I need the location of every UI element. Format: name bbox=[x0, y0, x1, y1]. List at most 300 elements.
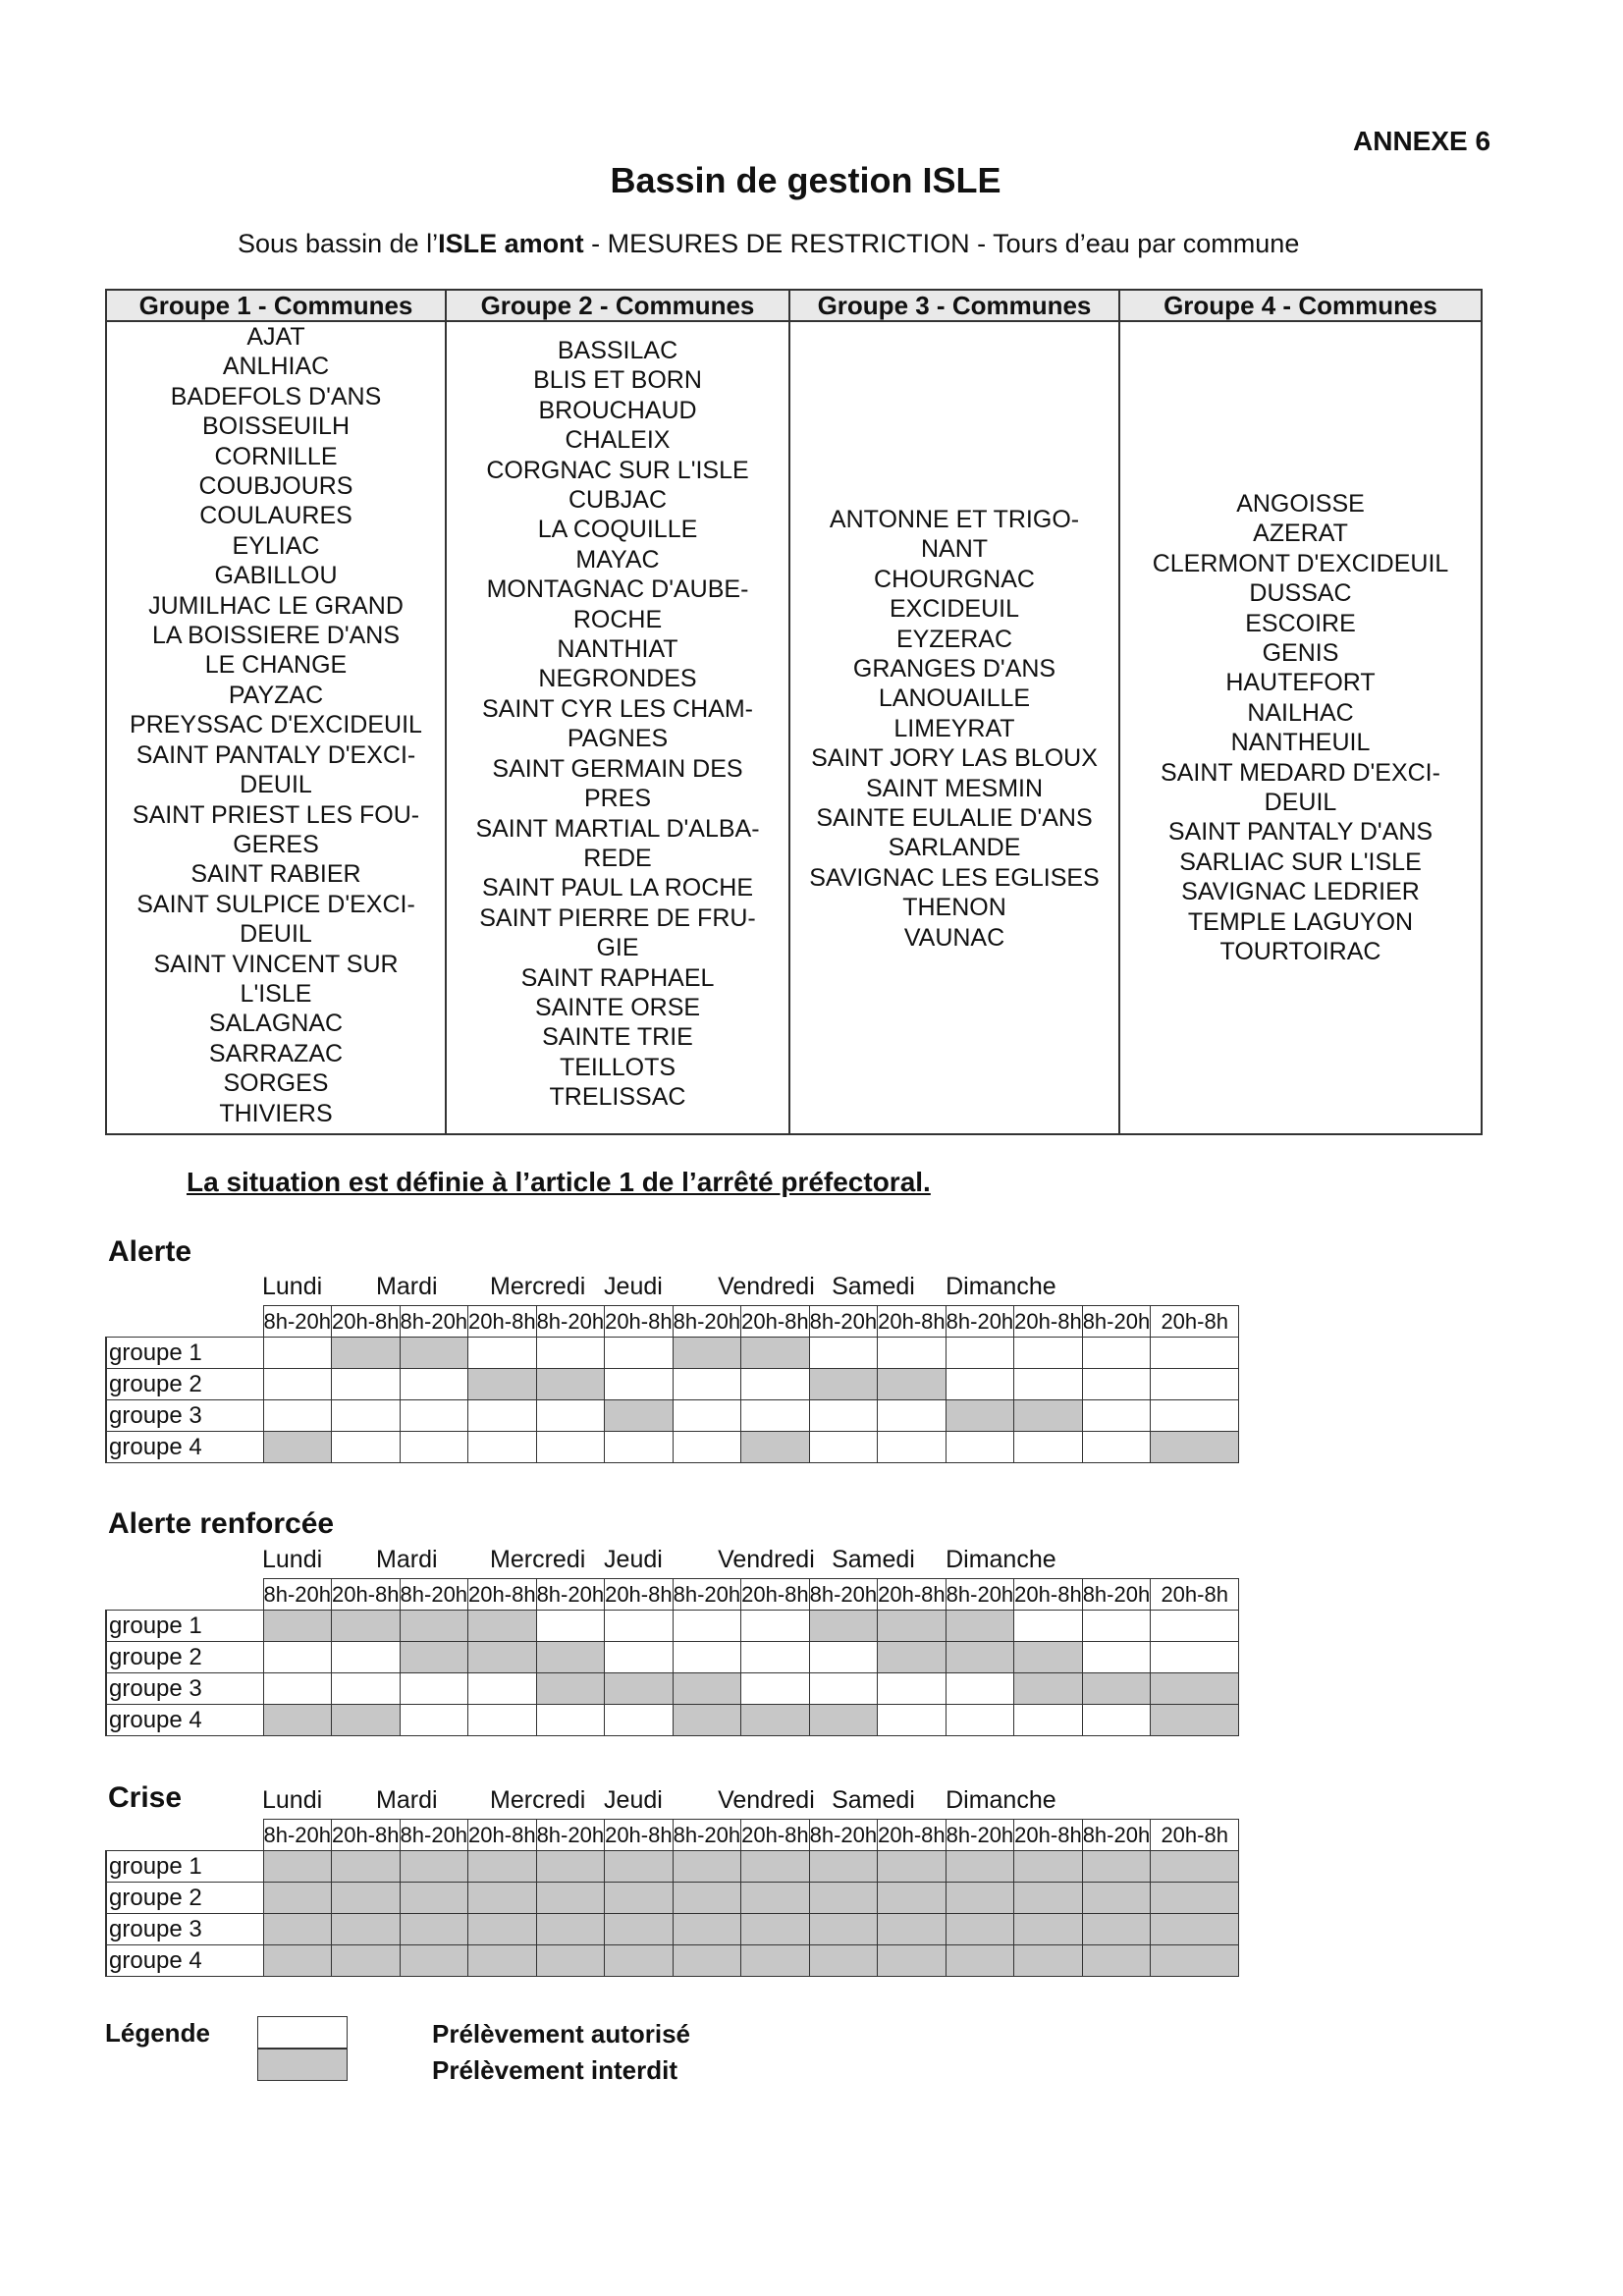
commune-line: REDE bbox=[583, 844, 652, 872]
slot-forbidden bbox=[400, 1338, 468, 1369]
communes-header-group-4: Groupe 4 - Communes bbox=[1120, 291, 1481, 322]
legend-title: Légende bbox=[105, 2018, 210, 2048]
slot-authorized bbox=[1014, 1705, 1083, 1736]
legend-swatch-authorized bbox=[257, 2016, 348, 2049]
slot-authorized bbox=[741, 1369, 810, 1400]
slot-forbidden bbox=[263, 1945, 332, 1977]
slot-header: 20h-8h bbox=[605, 1306, 674, 1338]
commune-line: SAINTE ORSE bbox=[534, 993, 701, 1021]
slot-header: 8h-20h bbox=[946, 1306, 1014, 1338]
slot-forbidden bbox=[400, 1883, 468, 1914]
slot-forbidden bbox=[878, 1642, 947, 1673]
slot-forbidden bbox=[536, 1369, 605, 1400]
slot-forbidden bbox=[468, 1914, 537, 1945]
commune-line: SAINT PRIEST LES FOU- bbox=[132, 800, 420, 829]
slot-authorized bbox=[1082, 1432, 1151, 1463]
slot-header: 20h-8h bbox=[878, 1820, 947, 1851]
commune-line: SAINT SULPICE D'EXCI- bbox=[136, 890, 415, 918]
group-label: groupe 4 bbox=[106, 1432, 263, 1463]
commune-line: MONTAGNAC D'AUBE- bbox=[486, 575, 749, 604]
slot-forbidden bbox=[263, 1432, 332, 1463]
slot-forbidden bbox=[946, 1883, 1014, 1914]
slot-header: 20h-8h bbox=[741, 1820, 810, 1851]
slot-header: 8h-20h bbox=[673, 1579, 741, 1611]
commune-line: THENON bbox=[902, 894, 1006, 922]
slot-forbidden bbox=[1151, 1851, 1239, 1883]
slot-authorized bbox=[468, 1705, 537, 1736]
slot-header: 8h-20h bbox=[536, 1306, 605, 1338]
slot-forbidden bbox=[468, 1611, 537, 1642]
commune-line: GABILLOU bbox=[214, 562, 338, 590]
commune-line: LA BOISSIERE D'ANS bbox=[151, 622, 401, 650]
slot-forbidden bbox=[605, 1883, 674, 1914]
commune-line: SAINT PANTALY D'ANS bbox=[1167, 818, 1434, 847]
slot-authorized bbox=[332, 1400, 401, 1432]
slot-forbidden bbox=[536, 1673, 605, 1705]
commune-line: BOISSEUILH bbox=[201, 412, 351, 441]
slot-authorized bbox=[536, 1432, 605, 1463]
slot-forbidden bbox=[673, 1883, 741, 1914]
slot-header: 20h-8h bbox=[741, 1579, 810, 1611]
schedule-row bbox=[106, 1432, 1239, 1463]
slot-forbidden bbox=[332, 1338, 401, 1369]
blank-cell bbox=[106, 1820, 263, 1851]
commune-line: SAVIGNAC LES EGLISES bbox=[809, 863, 1100, 892]
commune-line: AZERAT bbox=[1253, 519, 1348, 548]
slot-forbidden bbox=[263, 1914, 332, 1945]
commune-line: L'ISLE bbox=[240, 979, 312, 1008]
day-row-alerte bbox=[0, 1273, 1623, 1302]
slot-forbidden bbox=[741, 1883, 810, 1914]
commune-line: SAINTE EULALIE D'ANS bbox=[816, 804, 1093, 833]
slot-authorized bbox=[400, 1400, 468, 1432]
commune-line: GIE bbox=[596, 934, 639, 962]
group-label: groupe 2 bbox=[106, 1642, 263, 1673]
slot-authorized bbox=[332, 1673, 401, 1705]
slot-header: 8h-20h bbox=[809, 1579, 878, 1611]
slot-authorized bbox=[809, 1673, 878, 1705]
slot-forbidden bbox=[946, 1851, 1014, 1883]
slot-header: 20h-8h bbox=[741, 1306, 810, 1338]
slot-authorized bbox=[1151, 1369, 1239, 1400]
commune-line: SAINT MEDARD D'EXCI- bbox=[1161, 758, 1440, 787]
day-label: Jeudi bbox=[604, 1273, 663, 1300]
slot-authorized bbox=[400, 1432, 468, 1463]
commune-line: SAINTE TRIE bbox=[542, 1023, 693, 1052]
slot-forbidden bbox=[878, 1945, 947, 1977]
group-label: groupe 1 bbox=[106, 1611, 263, 1642]
slot-forbidden bbox=[400, 1642, 468, 1673]
slot-forbidden bbox=[1014, 1851, 1083, 1883]
slot-forbidden bbox=[1082, 1945, 1151, 1977]
slot-forbidden bbox=[809, 1914, 878, 1945]
commune-line: COUBJOURS bbox=[198, 472, 353, 501]
commune-line: SAINT VINCENT SUR bbox=[153, 950, 399, 978]
slot-authorized bbox=[878, 1432, 947, 1463]
commune-line: SAINT MESMIN bbox=[865, 774, 1044, 802]
schedule-row bbox=[106, 1338, 1239, 1369]
schedule-row bbox=[106, 1673, 1239, 1705]
commune-line: HAUTEFORT bbox=[1225, 669, 1376, 697]
commune-line: THIVIERS bbox=[219, 1099, 333, 1127]
commune-line: SAVIGNAC LEDRIER bbox=[1181, 878, 1420, 906]
slot-header: 20h-8h bbox=[605, 1820, 674, 1851]
slot-forbidden bbox=[1014, 1914, 1083, 1945]
commune-line: TOURTOIRAC bbox=[1219, 938, 1381, 966]
commune-line: EYZERAC bbox=[895, 625, 1013, 653]
schedule-title-crise: Crise bbox=[108, 1781, 183, 1814]
slot-forbidden bbox=[332, 1851, 401, 1883]
slot-forbidden bbox=[468, 1851, 537, 1883]
commune-line: NEGRONDES bbox=[538, 665, 697, 693]
page-subtitle bbox=[238, 229, 1299, 259]
communes-list-group-2 bbox=[447, 322, 788, 1113]
slot-forbidden bbox=[741, 1338, 810, 1369]
communes-header-group-3: Groupe 3 - Communes bbox=[790, 291, 1118, 322]
commune-line: BASSILAC bbox=[557, 337, 678, 364]
slot-forbidden bbox=[1151, 1914, 1239, 1945]
day-label: Samedi bbox=[832, 1786, 915, 1814]
slot-authorized bbox=[400, 1673, 468, 1705]
slot-forbidden bbox=[809, 1945, 878, 1977]
slot-header: 20h-8h bbox=[1014, 1579, 1083, 1611]
commune-line: BROUCHAUD bbox=[538, 396, 697, 424]
communes-list-group-1 bbox=[107, 322, 445, 1128]
slot-authorized bbox=[1082, 1705, 1151, 1736]
slot-authorized bbox=[809, 1338, 878, 1369]
slot-forbidden bbox=[741, 1914, 810, 1945]
slot-header: 8h-20h bbox=[400, 1820, 468, 1851]
commune-line: ROCHE bbox=[572, 605, 663, 633]
schedule-row bbox=[106, 1945, 1239, 1977]
slot-forbidden bbox=[809, 1705, 878, 1736]
slot-header: 8h-20h bbox=[400, 1306, 468, 1338]
slot-authorized bbox=[878, 1338, 947, 1369]
slot-authorized bbox=[332, 1369, 401, 1400]
commune-line: SARLIAC SUR L'ISLE bbox=[1179, 847, 1422, 876]
commune-line: LIMEYRAT bbox=[893, 714, 1015, 742]
slot-forbidden bbox=[400, 1914, 468, 1945]
slot-forbidden bbox=[400, 1945, 468, 1977]
day-label: Mardi bbox=[376, 1786, 438, 1814]
slot-authorized bbox=[332, 1432, 401, 1463]
commune-line: PRES bbox=[583, 785, 652, 813]
commune-line: SARRAZAC bbox=[208, 1039, 344, 1067]
day-label: Mercredi bbox=[490, 1546, 586, 1573]
day-label: Jeudi bbox=[604, 1786, 663, 1814]
slot-authorized bbox=[1014, 1369, 1083, 1400]
group-label: groupe 2 bbox=[106, 1883, 263, 1914]
slot-forbidden bbox=[332, 1914, 401, 1945]
day-label: Mercredi bbox=[490, 1273, 586, 1300]
slot-authorized bbox=[741, 1673, 810, 1705]
slot-authorized bbox=[741, 1611, 810, 1642]
slot-header: 8h-20h bbox=[536, 1820, 605, 1851]
day-label: Vendredi bbox=[718, 1786, 815, 1814]
slot-header: 20h-8h bbox=[332, 1306, 401, 1338]
commune-line: DUSSAC bbox=[1249, 579, 1352, 608]
slot-authorized bbox=[1082, 1611, 1151, 1642]
slot-forbidden bbox=[536, 1914, 605, 1945]
slot-authorized bbox=[1151, 1611, 1239, 1642]
commune-line: SAINT PANTALY D'EXCI- bbox=[135, 740, 416, 769]
slot-authorized bbox=[605, 1338, 674, 1369]
group-label: groupe 4 bbox=[106, 1705, 263, 1736]
blank-cell bbox=[106, 1306, 263, 1338]
slot-forbidden bbox=[332, 1883, 401, 1914]
slot-authorized bbox=[809, 1642, 878, 1673]
day-label: Jeudi bbox=[604, 1546, 663, 1573]
slot-forbidden bbox=[400, 1851, 468, 1883]
commune-line: CHALEIX bbox=[565, 426, 671, 455]
slot-authorized bbox=[468, 1673, 537, 1705]
slot-forbidden bbox=[809, 1883, 878, 1914]
communes-column-group-2 bbox=[447, 291, 790, 1133]
commune-line: SORGES bbox=[223, 1069, 329, 1098]
schedule-row bbox=[106, 1400, 1239, 1432]
schedule-title-alerte: Alerte bbox=[108, 1235, 192, 1268]
slot-forbidden bbox=[741, 1851, 810, 1883]
schedule-row bbox=[106, 1914, 1239, 1945]
commune-line: SAINT PAUL LA ROCHE bbox=[481, 874, 753, 902]
slot-authorized bbox=[536, 1611, 605, 1642]
day-label: Dimanche bbox=[946, 1786, 1056, 1814]
commune-line: SAINT CYR LES CHAM- bbox=[482, 694, 753, 723]
slot-authorized bbox=[263, 1400, 332, 1432]
slot-forbidden bbox=[468, 1642, 537, 1673]
commune-line: CHOURGNAC bbox=[874, 565, 1035, 593]
slot-authorized bbox=[673, 1611, 741, 1642]
commune-line: TEMPLE LAGUYON bbox=[1187, 907, 1414, 936]
day-label: Mardi bbox=[376, 1273, 438, 1300]
blank-cell bbox=[106, 1579, 263, 1611]
slot-forbidden bbox=[1014, 1642, 1083, 1673]
slot-forbidden bbox=[1151, 1705, 1239, 1736]
slot-forbidden bbox=[332, 1705, 401, 1736]
commune-line: GENIS bbox=[1262, 639, 1339, 668]
slot-authorized bbox=[673, 1432, 741, 1463]
commune-line: ESCOIRE bbox=[1245, 609, 1356, 637]
slot-forbidden bbox=[605, 1400, 674, 1432]
slot-forbidden bbox=[1151, 1945, 1239, 1977]
slot-forbidden bbox=[332, 1611, 401, 1642]
schedule-table-crise bbox=[105, 1819, 1239, 1977]
slot-header-row bbox=[106, 1579, 1239, 1611]
slot-forbidden bbox=[1082, 1851, 1151, 1883]
slot-forbidden bbox=[1014, 1945, 1083, 1977]
day-row-crise bbox=[0, 1786, 1623, 1816]
commune-line: ANGOISSE bbox=[1236, 490, 1365, 518]
slot-header: 20h-8h bbox=[1151, 1306, 1239, 1338]
commune-line: CLERMONT D'EXCIDEUIL bbox=[1152, 549, 1449, 577]
slot-authorized bbox=[878, 1673, 947, 1705]
slot-authorized bbox=[946, 1705, 1014, 1736]
commune-line: CORGNAC SUR L'ISLE bbox=[486, 456, 749, 484]
communes-table bbox=[105, 289, 1483, 1135]
slot-header: 8h-20h bbox=[1082, 1306, 1151, 1338]
commune-line: SAINT PIERRE DE FRU- bbox=[479, 903, 756, 932]
slot-header: 8h-20h bbox=[809, 1306, 878, 1338]
slot-forbidden bbox=[673, 1945, 741, 1977]
slot-header: 20h-8h bbox=[468, 1820, 537, 1851]
group-label: groupe 3 bbox=[106, 1673, 263, 1705]
day-label: Samedi bbox=[832, 1273, 915, 1300]
slot-forbidden bbox=[1151, 1883, 1239, 1914]
slot-forbidden bbox=[263, 1851, 332, 1883]
group-label: groupe 3 bbox=[106, 1914, 263, 1945]
commune-line: DEUIL bbox=[1264, 789, 1337, 817]
slot-authorized bbox=[263, 1369, 332, 1400]
slot-forbidden bbox=[878, 1851, 947, 1883]
communes-column-group-3 bbox=[790, 291, 1120, 1133]
slot-forbidden bbox=[468, 1945, 537, 1977]
commune-line: SARLANDE bbox=[888, 834, 1021, 862]
slot-forbidden bbox=[536, 1945, 605, 1977]
commune-line: DEUIL bbox=[240, 771, 312, 799]
slot-forbidden bbox=[400, 1611, 468, 1642]
slot-authorized bbox=[878, 1400, 947, 1432]
day-label: Lundi bbox=[262, 1273, 323, 1300]
slot-forbidden bbox=[946, 1914, 1014, 1945]
slot-authorized bbox=[263, 1642, 332, 1673]
slot-header: 8h-20h bbox=[809, 1820, 878, 1851]
commune-line: LE CHANGE bbox=[204, 651, 348, 680]
slot-forbidden bbox=[536, 1851, 605, 1883]
slot-forbidden bbox=[946, 1945, 1014, 1977]
commune-line: AJAT bbox=[246, 323, 305, 351]
legend-label-forbidden: Prélèvement interdit bbox=[432, 2055, 677, 2085]
commune-line: SAINT MARTIAL D'ALBA- bbox=[475, 814, 760, 843]
day-label: Vendredi bbox=[718, 1546, 815, 1573]
slot-header: 20h-8h bbox=[1014, 1820, 1083, 1851]
slot-forbidden bbox=[605, 1673, 674, 1705]
legend-label-authorized: Prélèvement autorisé bbox=[432, 2019, 691, 2049]
slot-authorized bbox=[605, 1642, 674, 1673]
slot-header: 20h-8h bbox=[605, 1579, 674, 1611]
commune-line: VAUNAC bbox=[903, 923, 1005, 952]
commune-line: NANTHEUIL bbox=[1230, 729, 1371, 757]
slot-header: 8h-20h bbox=[1082, 1820, 1151, 1851]
commune-line: CORNILLE bbox=[214, 442, 338, 470]
slot-forbidden bbox=[878, 1883, 947, 1914]
slot-authorized bbox=[536, 1400, 605, 1432]
communes-column-group-4 bbox=[1120, 291, 1481, 1133]
group-label: groupe 1 bbox=[106, 1851, 263, 1883]
slot-authorized bbox=[946, 1432, 1014, 1463]
commune-line: LA COQUILLE bbox=[537, 516, 698, 544]
slot-forbidden bbox=[946, 1642, 1014, 1673]
slot-header: 8h-20h bbox=[263, 1306, 332, 1338]
day-label: Mercredi bbox=[490, 1786, 586, 1814]
day-label: Lundi bbox=[262, 1546, 323, 1573]
group-label: groupe 3 bbox=[106, 1400, 263, 1432]
slot-authorized bbox=[605, 1611, 674, 1642]
slot-header-row bbox=[106, 1306, 1239, 1338]
slot-authorized bbox=[605, 1369, 674, 1400]
day-label: Dimanche bbox=[946, 1273, 1056, 1300]
slot-forbidden bbox=[809, 1611, 878, 1642]
slot-authorized bbox=[1014, 1338, 1083, 1369]
communes-list-group-4 bbox=[1120, 322, 1481, 967]
slot-authorized bbox=[946, 1673, 1014, 1705]
slot-authorized bbox=[673, 1400, 741, 1432]
slot-authorized bbox=[1082, 1369, 1151, 1400]
slot-forbidden bbox=[263, 1705, 332, 1736]
slot-header: 20h-8h bbox=[1151, 1579, 1239, 1611]
slot-authorized bbox=[1151, 1338, 1239, 1369]
day-label: Mardi bbox=[376, 1546, 438, 1573]
slot-forbidden bbox=[536, 1642, 605, 1673]
slot-forbidden bbox=[673, 1673, 741, 1705]
commune-line: SAINT JORY LAS BLOUX bbox=[811, 744, 1098, 773]
slot-authorized bbox=[468, 1338, 537, 1369]
slot-forbidden bbox=[878, 1914, 947, 1945]
communes-header-group-1: Groupe 1 - Communes bbox=[107, 291, 445, 322]
slot-forbidden bbox=[263, 1611, 332, 1642]
slot-header: 20h-8h bbox=[878, 1306, 947, 1338]
slot-forbidden bbox=[878, 1611, 947, 1642]
commune-line: PAGNES bbox=[567, 725, 669, 753]
slot-forbidden bbox=[536, 1883, 605, 1914]
commune-line: BADEFOLS D'ANS bbox=[170, 382, 382, 410]
slot-authorized bbox=[468, 1400, 537, 1432]
slot-forbidden bbox=[1151, 1432, 1239, 1463]
commune-line: SAINT RABIER bbox=[190, 860, 361, 889]
commune-line: MAYAC bbox=[575, 545, 660, 574]
day-label: Vendredi bbox=[718, 1273, 815, 1300]
schedule-row bbox=[106, 1369, 1239, 1400]
slot-header: 20h-8h bbox=[332, 1579, 401, 1611]
commune-line: SAINT GERMAIN DES bbox=[492, 754, 743, 783]
slot-authorized bbox=[536, 1338, 605, 1369]
slot-forbidden bbox=[1082, 1673, 1151, 1705]
slot-forbidden bbox=[1014, 1673, 1083, 1705]
commune-line: COULAURES bbox=[199, 502, 352, 530]
commune-line: NANTHIAT bbox=[557, 635, 678, 664]
slot-header: 8h-20h bbox=[400, 1579, 468, 1611]
commune-line: JUMILHAC LE GRAND bbox=[148, 591, 404, 620]
commune-line: NANT bbox=[920, 535, 989, 564]
slot-header: 8h-20h bbox=[673, 1306, 741, 1338]
slot-header: 8h-20h bbox=[1082, 1579, 1151, 1611]
slot-authorized bbox=[536, 1705, 605, 1736]
slot-header: 8h-20h bbox=[673, 1820, 741, 1851]
communes-header-group-2: Groupe 2 - Communes bbox=[447, 291, 788, 322]
commune-line: ANTONNE ET TRIGO- bbox=[829, 506, 1080, 533]
slot-authorized bbox=[809, 1432, 878, 1463]
communes-list-group-3 bbox=[790, 322, 1118, 953]
commune-line: EXCIDEUIL bbox=[890, 595, 1019, 624]
slot-authorized bbox=[468, 1432, 537, 1463]
slot-authorized bbox=[263, 1673, 332, 1705]
slot-authorized bbox=[673, 1369, 741, 1400]
slot-forbidden bbox=[332, 1945, 401, 1977]
slot-forbidden bbox=[809, 1851, 878, 1883]
slot-header: 20h-8h bbox=[1014, 1306, 1083, 1338]
schedule-row bbox=[106, 1611, 1239, 1642]
schedule-row bbox=[106, 1883, 1239, 1914]
slot-authorized bbox=[741, 1642, 810, 1673]
slot-authorized bbox=[263, 1338, 332, 1369]
commune-line: GRANGES D'ANS bbox=[852, 655, 1056, 683]
slot-authorized bbox=[1151, 1400, 1239, 1432]
commune-line: TEILLOTS bbox=[559, 1053, 676, 1081]
commune-line: BLIS ET BORN bbox=[533, 366, 702, 395]
slot-forbidden bbox=[1082, 1883, 1151, 1914]
slot-forbidden bbox=[878, 1369, 947, 1400]
schedule-title-alerte-renforcee: Alerte renforcée bbox=[108, 1507, 335, 1540]
slot-authorized bbox=[400, 1705, 468, 1736]
